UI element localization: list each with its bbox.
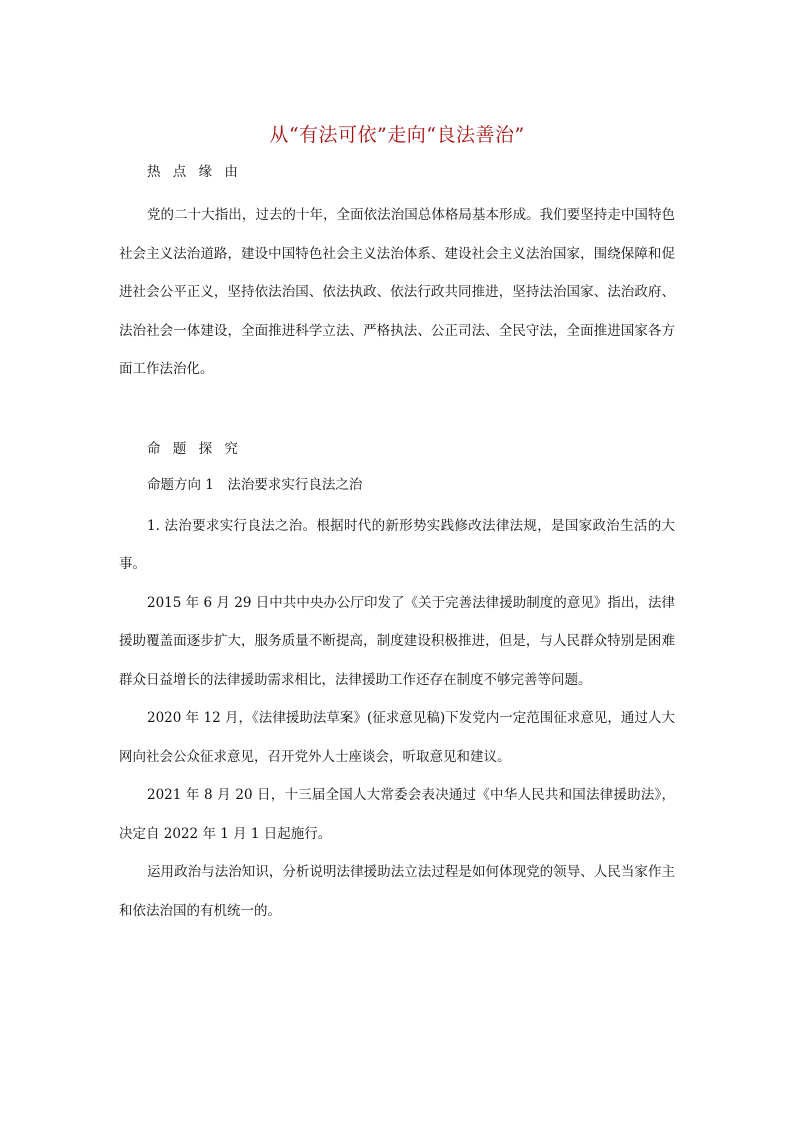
hot-topic-paragraph: 党的二十大指出，过去的十年，全面依法治国总体格局基本形成。我们要坚持走中国特色社会主义法治道路，建设中国特色社会主义法治体系、建设社会主义法治国家，围绕保障和促进社会公平正义，坚持依法治国、依法执政、依法行政共同推进，坚持法治国家、法治政府、法治社会一体建设，全面推进科学立法、严格执法、公正司法、全民守法，全面推进国家各方面工作法治化。	[119, 207, 675, 377]
direction-heading: 命题方向 1 法治要求实行良法之治	[147, 476, 363, 493]
explore-paragraph-5: 运用政治与法治知识，分析说明法律援助法立法过程是如何体现党的领导、人民当家作主和依法治国的有机统一的。	[119, 864, 675, 919]
document-body	[119, 158, 675, 930]
explore-heading: 命 题 探 究	[147, 440, 242, 457]
hot-topic-heading: 热 点 缘 由	[147, 164, 242, 180]
explore-paragraph-2: 2015 年 6 月 29 日中共中央办公厅印发了《关于完善法律援助制度的意见》指出，法律援助覆盖面逐步扩大，服务质量不断提高，制度建设积极推进，但是，与人民群众特别是困难群众日益增长的法律援助需求相比，法律援助工作还存在制度不够完善等问题。	[119, 594, 675, 688]
explore-paragraph-4: 2021 年 8 月 20 日，十三届全国人大常委会表决通过《中华人民共和国法律援助法》，决定自 2022 年 1 月 1 日起施行。	[119, 787, 675, 842]
document-title: 从“有法可依”走向“良法善治”	[269, 124, 525, 146]
explore-paragraph-1: 1. 法治要求实行良法之治。根据时代的新形势实践修改法律法规，是国家政治生活的大事。	[119, 517, 675, 572]
explore-paragraph-3: 2020 年 12 月，《法律援助法草案》(征求意见稿)下发党内一定范围征求意见，通过人大网向社会公众征求意见，召开党外人士座谈会，听取意见和建议。	[119, 710, 675, 765]
